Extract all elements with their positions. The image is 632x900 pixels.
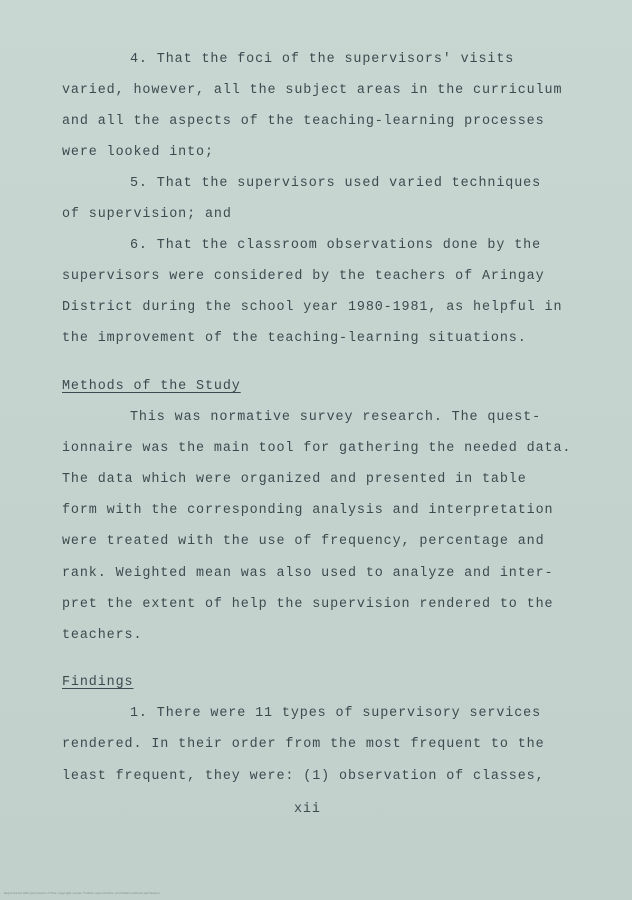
text-line: District during the school year 1980-1981, as helpful in (62, 300, 563, 315)
text-line: were treated with the use of frequency, percentage and (62, 534, 545, 549)
text-line: 5. That the supervisors used varied techniques (130, 176, 542, 191)
text-line: ionnaire was the main tool for gathering the needed data. (62, 441, 572, 456)
text-line: rendered. In their order from the most frequent to the (62, 737, 545, 752)
text-line: supervisors were considered by the teachers of Aringay (62, 269, 545, 284)
text-line: 6. That the classroom observations done by the (130, 238, 542, 253)
text-line: were looked into; (62, 145, 214, 160)
text-line: pret the extent of help the supervision rendered to the (62, 597, 554, 612)
text-line: The data which were organized and presented in table (62, 472, 527, 487)
text-line: varied, however, all the subject areas in the curriculum (62, 83, 563, 98)
text-line: the improvement of the teaching-learning situations. (62, 331, 527, 346)
page-number: xii (294, 802, 321, 817)
section-heading-findings: Findings (62, 675, 134, 690)
text-line: of supervision; and (62, 207, 232, 222)
text-line: 1. There were 11 types of supervisory services (130, 706, 542, 721)
section-heading-methods: Methods of the Study (62, 379, 241, 394)
footer-note: Reproduced with permission of the copyright owner. Further reproduction prohibited without permission. (4, 891, 162, 895)
text-line: least frequent, they were: (1) observation of classes, (62, 769, 545, 784)
text-line: This was normative survey research. The quest- (130, 410, 542, 425)
text-line: form with the corresponding analysis and interpretation (62, 503, 554, 518)
text-line: 4. That the foci of the supervisors' visits (130, 52, 515, 67)
text-line: teachers. (62, 628, 143, 643)
text-line: rank. Weighted mean was also used to analyze and inter- (62, 566, 554, 581)
text-line: and all the aspects of the teaching-learning processes (62, 114, 545, 129)
